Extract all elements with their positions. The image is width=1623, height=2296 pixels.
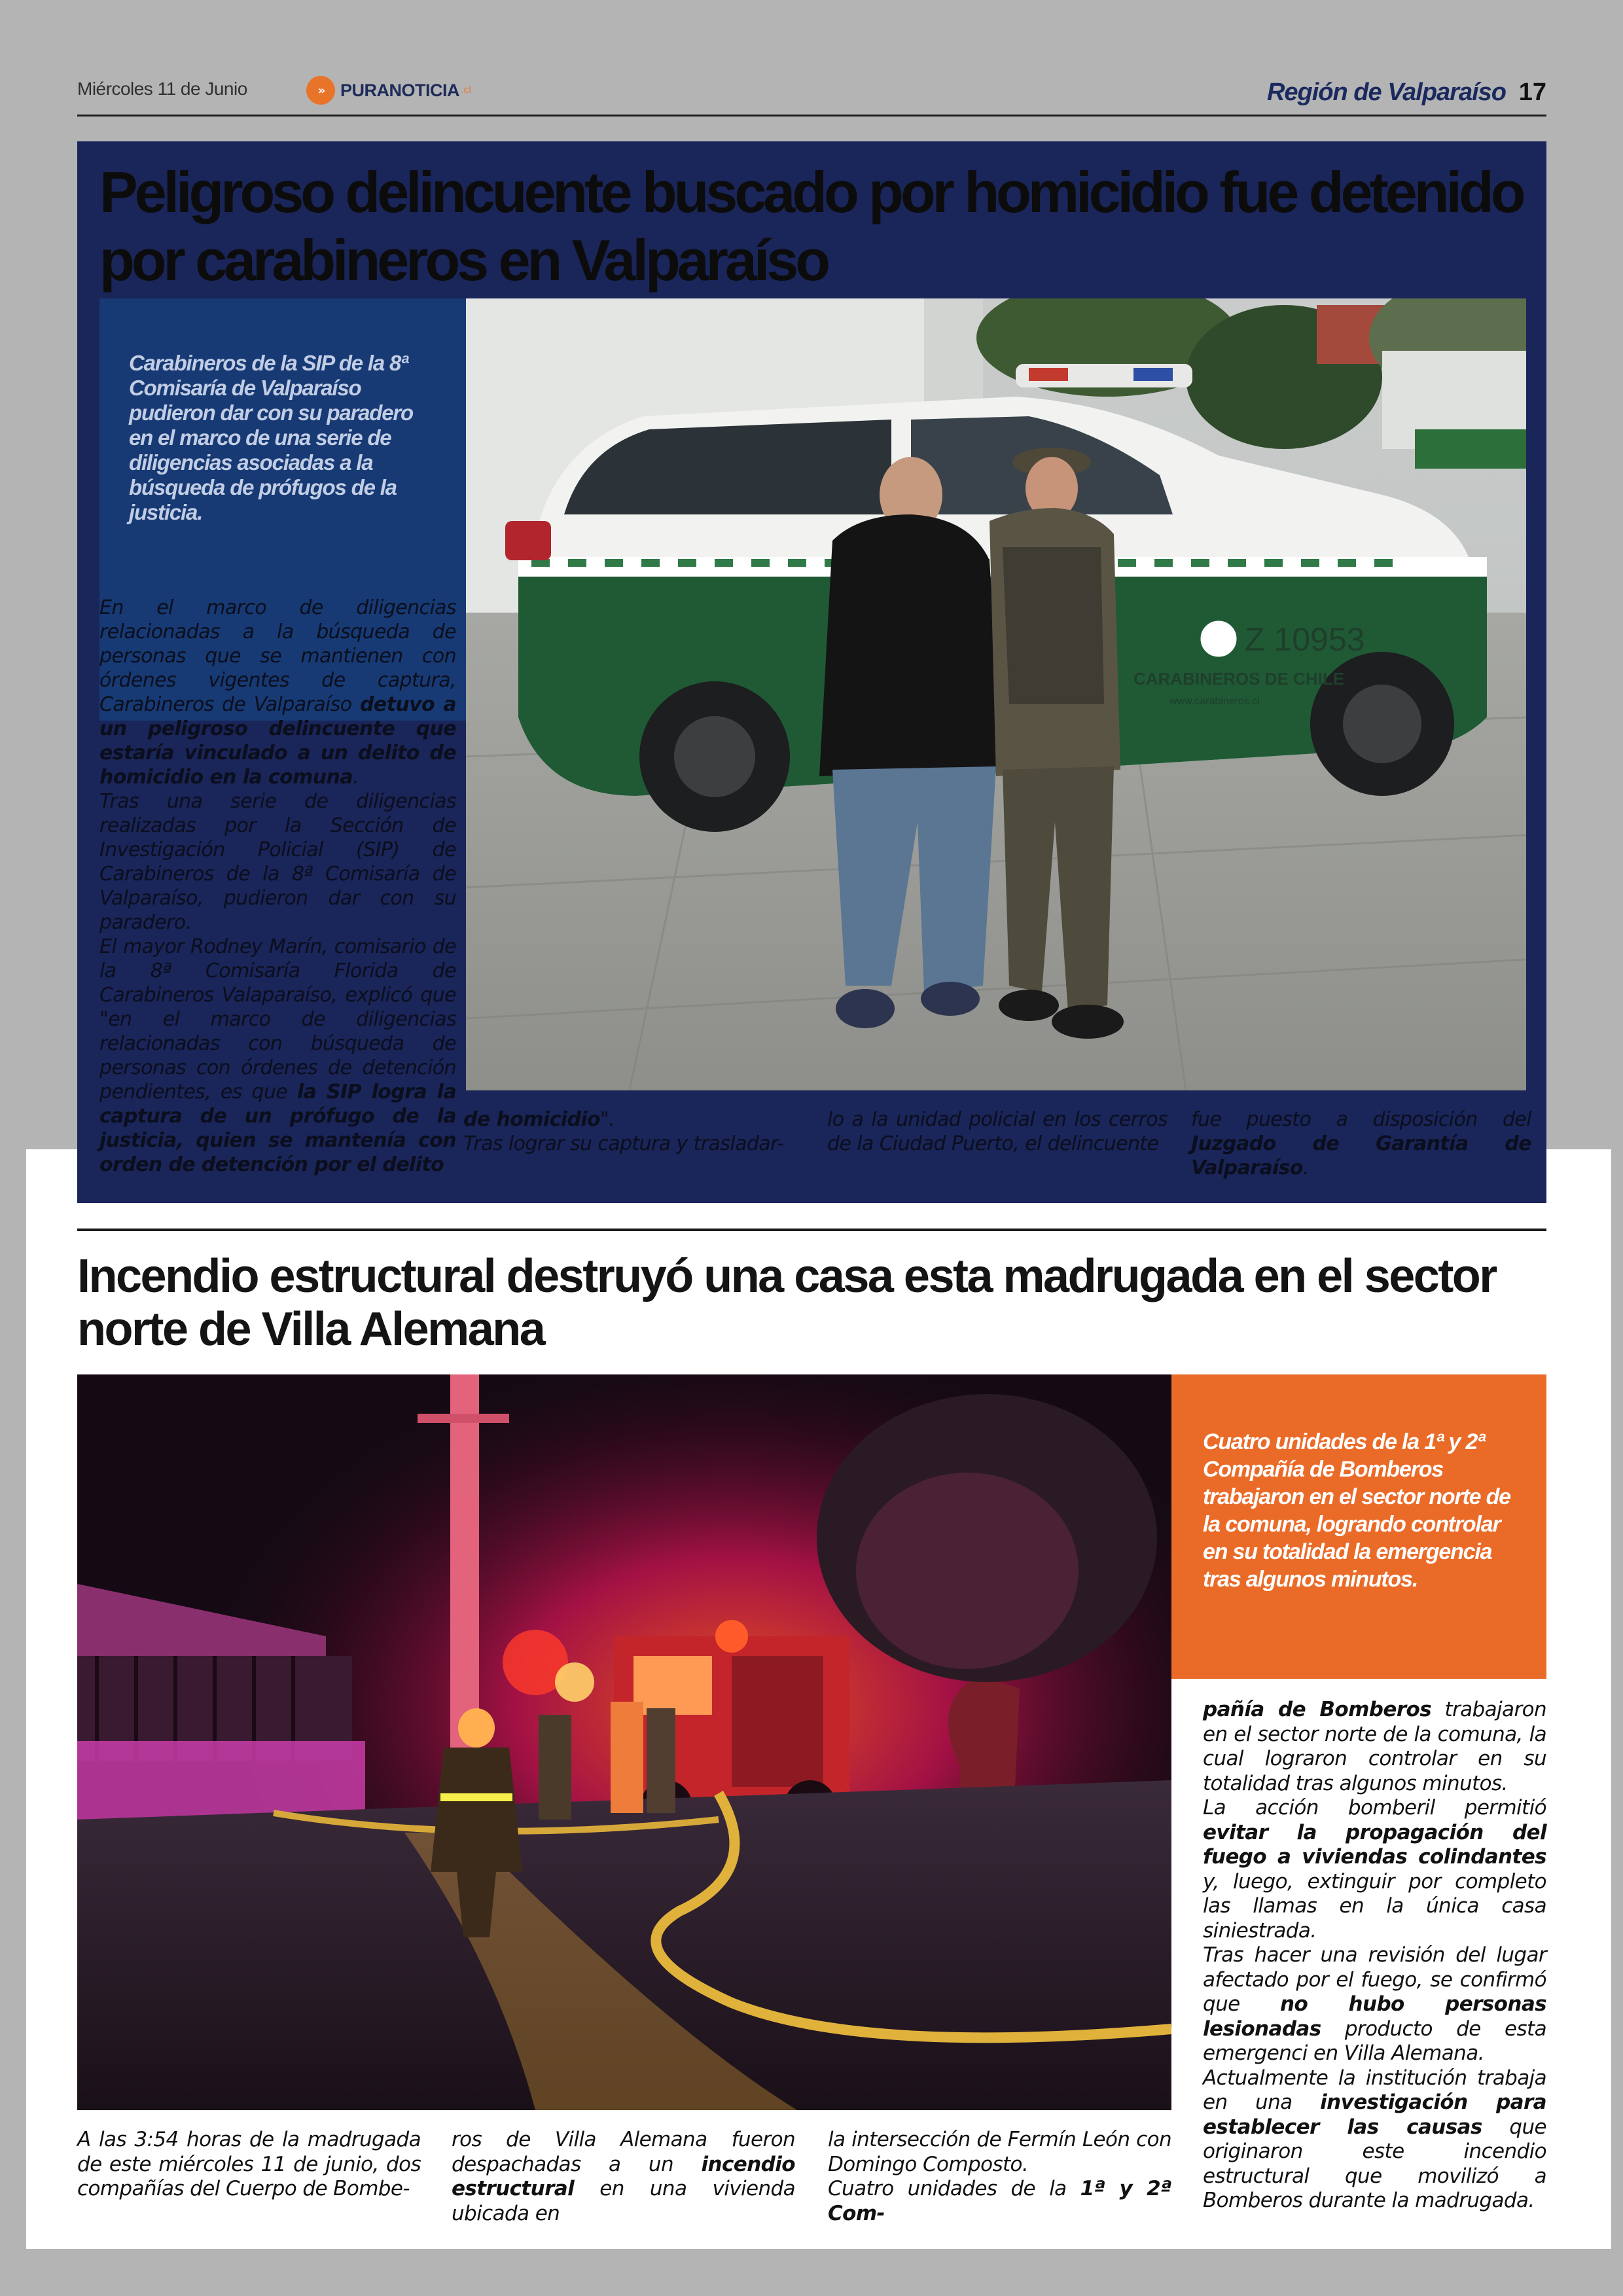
article-arrest-column-4: fue puesto a disposición del Juzgado de Garantía de Valparaíso. <box>1191 1108 1531 1179</box>
article-fire-column-1: A las 3:54 horas de la madrugada de este miércoles 11 de junio, dos compañías del Cuerpo de Bombe- <box>77 2128 421 2200</box>
vehicle-web: www.carabineros.cl <box>1169 696 1260 707</box>
fire-photo-illustration <box>77 1374 1171 2110</box>
fire-photo <box>77 1374 1171 2110</box>
logo-text: PURANOTICIA <box>340 80 459 100</box>
page-header <box>77 73 1546 117</box>
article-arrest-headline: Peligroso delincuente buscado por homicidio fue detenido por carabineros en Valparaíso <box>99 160 1523 293</box>
vehicle-plate: Z 10953 <box>1245 621 1365 658</box>
article-fire-column-2: ros de Villa Alemana fueron despachadas a un incendio estructural en una vivienda ubicada en <box>452 2128 795 2225</box>
article-fire-column-3: la intersección de Fermín León con Domingo Composto. Cuatro unidades de la 1ª y 2ª Com- <box>828 2128 1172 2225</box>
vehicle-door-text: CARABINEROS DE CHILE <box>1133 669 1345 689</box>
article-arrest <box>77 141 1546 1203</box>
article-fire-headline: Incendio estructural destruyó una casa esta madrugada en el sector norte de Villa Alemana <box>77 1250 1496 1355</box>
article-arrest-column-2: de homicidio". Tras lograr su captura y trasladar- <box>463 1108 784 1155</box>
article-arrest-column-3: lo a la unidad policial en los cerros de la Ciudad Puerto, el delincuente <box>827 1108 1168 1155</box>
article-divider <box>77 1229 1546 1231</box>
arrest-photo-illustration <box>466 298 1526 1090</box>
bottom-margin <box>0 2249 1623 2296</box>
article-arrest-column-1: En el marco de diligencias relacionadas a la búsqueda de personas que se mantienen con órdenes vigentes de captura, Carabineros de Valparaíso detuvo a un peligroso delincuente que estaría vinculado a un delito de homicidio en la comuna. Tras una serie de diligencias realizadas por la Sección de Investigación Policial (SIP) de Carabineros de la 8ª Comisaría de Valparaíso, pudieron dar con su paradero. El mayor Rodney Marín, comisario de la 8ª Comisaría Florida de Carabineros Valaparaíso, explicó que "en el marco de diligencias relacionadas con búsqueda de personas con órdenes de detención pendientes, es que la SIP logra la captura de un prófugo de la justicia, quien se mantenía con orden de detención por el delito <box>99 596 457 1176</box>
logo-arrows-icon: » <box>306 76 335 105</box>
page-number: 17 <box>1518 79 1546 106</box>
article-fire-column-4: pañía de Bomberos trabajaron en el sector norte de la comuna, la cual lograron controlar en su totalidad tras algunos minutos. La acción bomberil permitió evitar la propagación del fuego a viviendas colindantes y, luego, extinguir por completo las llamas en la única casa siniestrada. Tras hacer una revisión del lugar afectado por el fuego, se confirmó que no hubo personas lesionadas producto de esta emergenci en Villa Alemana. Actualmente la institución trabaja en una investigación para establecer las causas que originaron este incendio estructural que movilizó a Bomberos durante la madrugada. <box>1203 1698 1547 2212</box>
logo-suffix: .cl <box>461 85 472 96</box>
article-fire-dek: Cuatro unidades de la 1ª y 2ª Compañía de Bomberos trabajaron en el sector norte de la comuna, logrando controlar en su totalidad la emergencia tras algunos minutos. <box>1171 1374 1546 1679</box>
article-arrest-dek: Carabineros de la SIP de la 8ª Comisaría de Valparaíso pudieron dar con su paradero en el marco de una serie de diligencias asociadas a la búsqueda de prófugos de la justicia. <box>99 298 466 721</box>
issue-date: Miércoles 11 de Junio <box>77 79 247 99</box>
publication-logo <box>306 76 471 105</box>
section-title: Región de Valparaíso <box>1266 79 1506 106</box>
arrest-photo <box>466 298 1526 1090</box>
right-margin-strip <box>1611 1149 1623 2249</box>
